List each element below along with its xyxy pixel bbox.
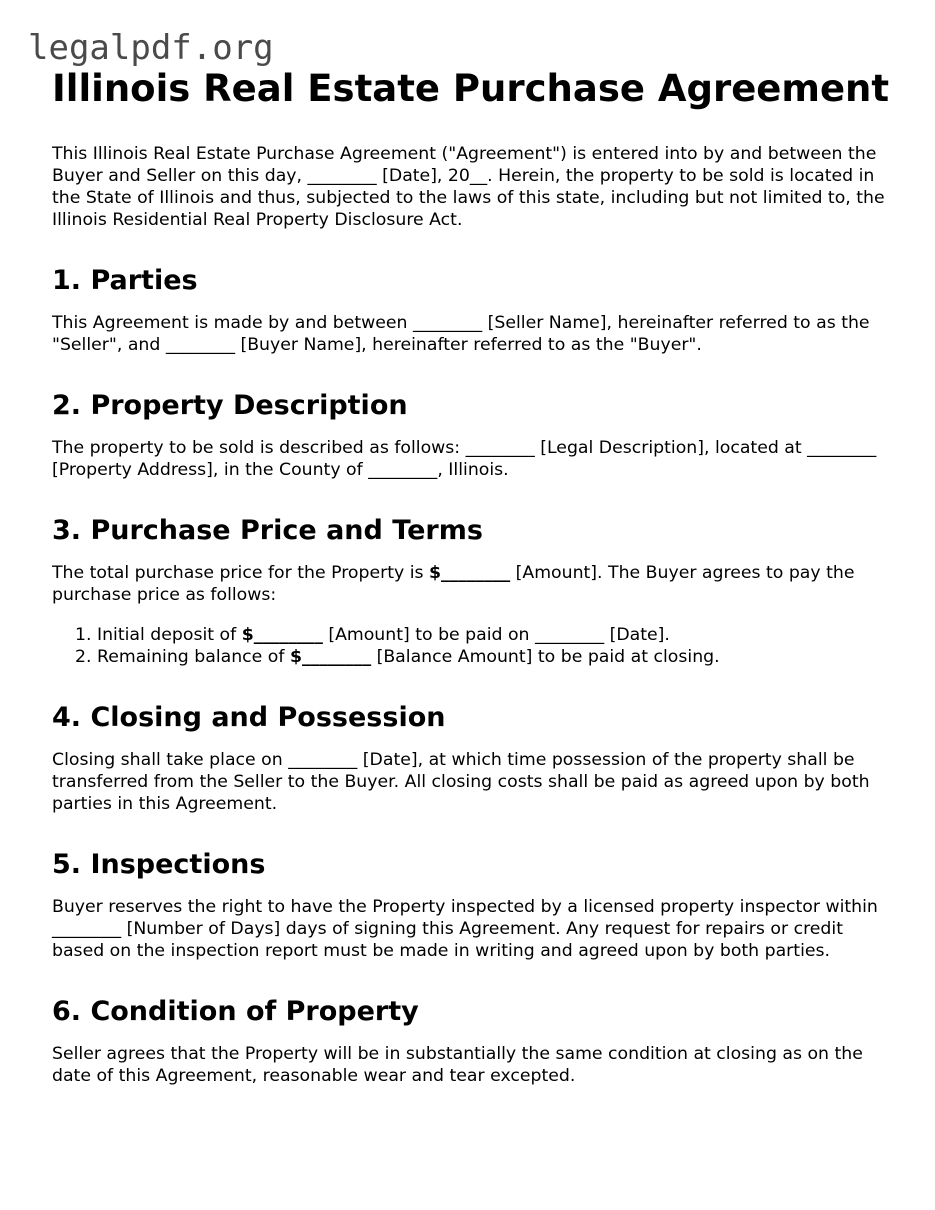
body-text: The total purchase price for the Property is	[52, 563, 429, 583]
section-heading: 6. Condition of Property	[52, 996, 419, 1027]
section-property-description	[52, 389, 892, 481]
section-body: Seller agrees that the Property will be in substantially the same condition at closing as on the date of this Agreement, reasonable wear and tear excepted.	[52, 1044, 863, 1086]
item-text: [Balance Amount] to be paid at closing.	[371, 646, 720, 667]
list-item	[97, 625, 892, 647]
section-inspections	[52, 848, 892, 962]
item-text: Initial deposit of	[97, 625, 242, 645]
section-heading: 1. Parties	[52, 265, 198, 296]
document-page	[52, 66, 892, 1087]
section-purchase-price	[52, 514, 892, 668]
section-parties	[52, 264, 892, 356]
amount-blank: $________	[289, 646, 372, 667]
amount-blank: $________	[429, 563, 511, 583]
section-body: This Agreement is made by and between ________ [Seller Name], hereinafter referred to as the "Seller", and ________ [Buyer Name], hereinafter referred to as the "Buyer".	[52, 313, 870, 355]
list-item	[97, 647, 892, 669]
section-condition-of-property	[52, 995, 892, 1087]
section-heading: 5. Inspections	[52, 849, 266, 880]
amount-blank: $________	[241, 625, 323, 645]
section-closing-possession	[52, 701, 892, 815]
section-heading: 4. Closing and Possession	[52, 702, 446, 733]
intro-paragraph: This Illinois Real Estate Purchase Agreement ("Agreement") is entered into by and between the Buyer and Seller on this day, ________ [Date], 20__. Herein, the property to be sold is located in the State of Illinois and thus, subjected to the laws of this state, including but not limited to, the Illinois Residential Real Property Disclosure Act.	[52, 144, 885, 230]
item-text: Remaining balance of	[97, 646, 290, 667]
section-body: Closing shall take place on ________ [Date], at which time possession of the property shall be transferred from the Seller to the Buyer. All closing costs shall be paid as agreed upon by both parties in this Agreement.	[52, 750, 870, 814]
section-heading: 2. Property Description	[52, 390, 408, 421]
section-body: The property to be sold is described as follows: ________ [Legal Description], located at ________ [Property Address], in the County of ________, Illinois.	[52, 438, 877, 480]
document-title: Illinois Real Estate Purchase Agreement	[52, 67, 890, 110]
payment-list	[52, 625, 892, 668]
section-body	[52, 562, 892, 606]
item-text: [Amount] to be paid on ________ [Date].	[322, 625, 670, 645]
section-heading: 3. Purchase Price and Terms	[52, 515, 483, 546]
body-text: [Amount]. The Buyer agrees to pay the purchase price as follows:	[52, 563, 855, 605]
watermark-logo: legalpdf.org	[28, 28, 274, 68]
section-body: Buyer reserves the right to have the Property inspected by a licensed property inspector within ________ [Number of Days] days of signing this Agreement. Any request for repairs or credit based on the inspection report must be made in writing and agreed upon by both parties.	[52, 897, 878, 961]
